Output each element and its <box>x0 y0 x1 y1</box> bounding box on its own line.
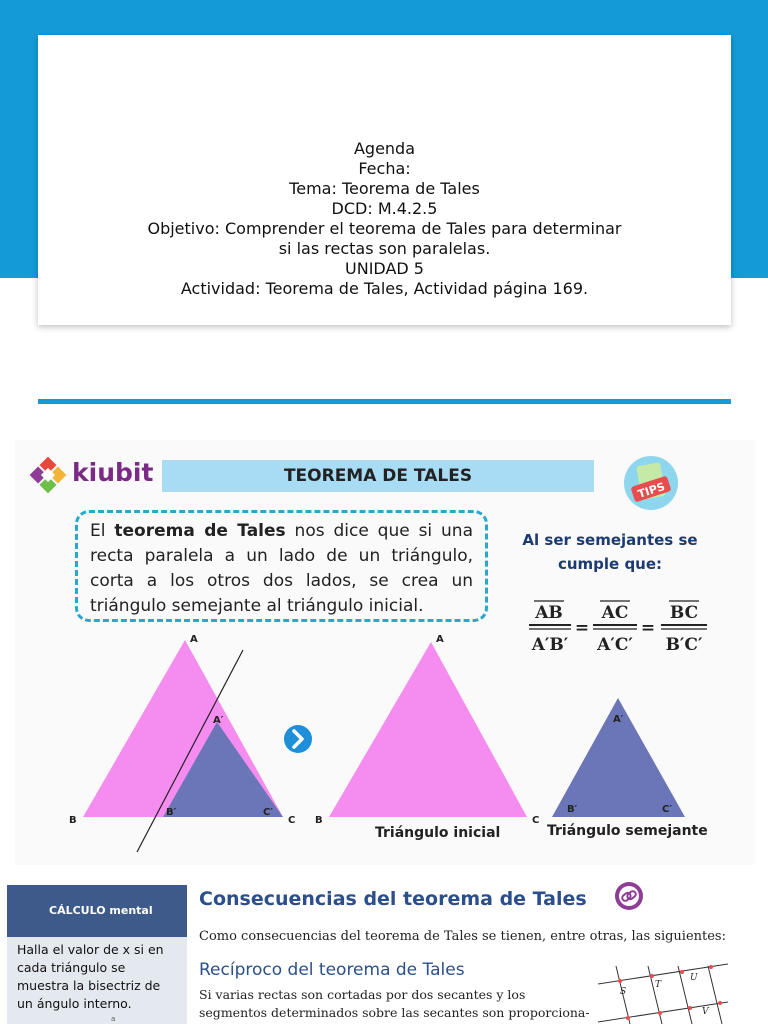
diagram-label-u: U <box>690 973 698 983</box>
calculo-mental-panel <box>7 885 187 1024</box>
formula-num-1: AB <box>535 603 563 623</box>
label-b-prime-right: B′ <box>567 804 578 815</box>
label-c-left: C <box>288 815 296 826</box>
definition-start: El <box>90 521 115 541</box>
label-a-mid: A <box>436 634 444 645</box>
formula-den-3: B′C′ <box>665 635 703 655</box>
caption-initial-triangle: Triángulo inicial <box>375 825 501 841</box>
definition-bold: teorema de Tales <box>114 521 286 541</box>
consecuencias-subtitle: Como consecuencias del teorema de Tales se tienen, entre otras, las siguientes: <box>199 929 726 944</box>
agenda-text <box>38 139 731 299</box>
similarity-note: Al ser semejantes se cumple que: <box>522 531 698 573</box>
definition-box <box>75 510 488 622</box>
label-c-prime-left: C′ <box>263 807 273 818</box>
lesson-banner <box>162 460 594 492</box>
agenda-line-title: Agenda <box>353 139 416 158</box>
formula-num-3: BC <box>669 603 699 623</box>
definition-rest: nos dice que si una recta paralela a un lado de un triángulo, corta a los otros dos lados, se crea un triángulo semejante al triángulo inicial. <box>90 521 474 616</box>
diagram-label-t: T <box>655 980 662 990</box>
label-c-prime-right: C′ <box>662 804 672 815</box>
secants-diagram <box>598 962 728 1024</box>
diagram-label-v: V <box>702 1007 709 1017</box>
kiubit-logo-text: kiubit <box>72 458 154 487</box>
calculo-body: Halla el valor de x si en cada triángulo se muestra la bisectriz de un ángulo interno. <box>17 942 164 1011</box>
caption-similar-triangle: Triángulo semejante <box>547 823 708 839</box>
link-icon <box>614 881 644 911</box>
calculo-letter: a <box>111 1015 116 1023</box>
reciproco-body: Si varias rectas son cortadas por dos secantes y los segmentos determinados sobre las secantes son proporciona- <box>199 987 590 1020</box>
formula-num-2: AC <box>601 603 629 623</box>
calculo-header <box>7 885 187 937</box>
formula-den-1: A′B′ <box>531 635 569 655</box>
agenda-line-unit: UNIDAD 5 <box>345 259 424 278</box>
agenda-line-dcd: DCD: M.4.2.5 <box>331 199 438 218</box>
agenda-line-objective-cont: si las rectas son paralelas. <box>278 239 491 258</box>
initial-triangle <box>329 642 527 817</box>
label-a-prime-right: A′ <box>613 714 624 725</box>
label-b-prime-left: B′ <box>166 807 177 818</box>
next-arrow-icon <box>284 725 312 753</box>
calculo-header-label: CÁLCULO mental <box>49 904 153 917</box>
reciproco-title: Recíproco del teorema de Tales <box>199 960 465 980</box>
label-b-left: B <box>69 815 77 826</box>
diagram-label-s: S <box>620 987 627 997</box>
section-divider <box>38 399 731 404</box>
label-c-mid: C <box>532 815 540 826</box>
formula-eq-2: = <box>640 618 656 638</box>
agenda-line-date: Fecha: <box>358 159 411 178</box>
tips-badge-icon <box>622 454 680 512</box>
banner-title: TEOREMA DE TALES <box>283 466 473 486</box>
label-b-mid: B <box>315 815 323 826</box>
consecuencias-title: Consecuencias del teorema de Tales <box>199 888 587 910</box>
agenda-line-topic: Tema: Teorema de Tales <box>289 179 480 198</box>
formula-den-2: A′C′ <box>597 635 633 655</box>
agenda-card <box>38 35 731 325</box>
agenda-line-activity: Actividad: Teorema de Tales, Actividad página 169. <box>180 279 589 298</box>
formula-eq-1: = <box>574 618 590 638</box>
kiubit-logo-icon <box>29 456 67 494</box>
agenda-line-objective: Objetivo: Comprender el teorema de Tales para determinar <box>147 219 622 238</box>
label-a-prime-left: A′ <box>213 715 224 726</box>
label-a-left: A <box>190 634 198 645</box>
kiubit-lesson-image <box>15 440 755 865</box>
tips-label: TIPS <box>636 479 667 501</box>
